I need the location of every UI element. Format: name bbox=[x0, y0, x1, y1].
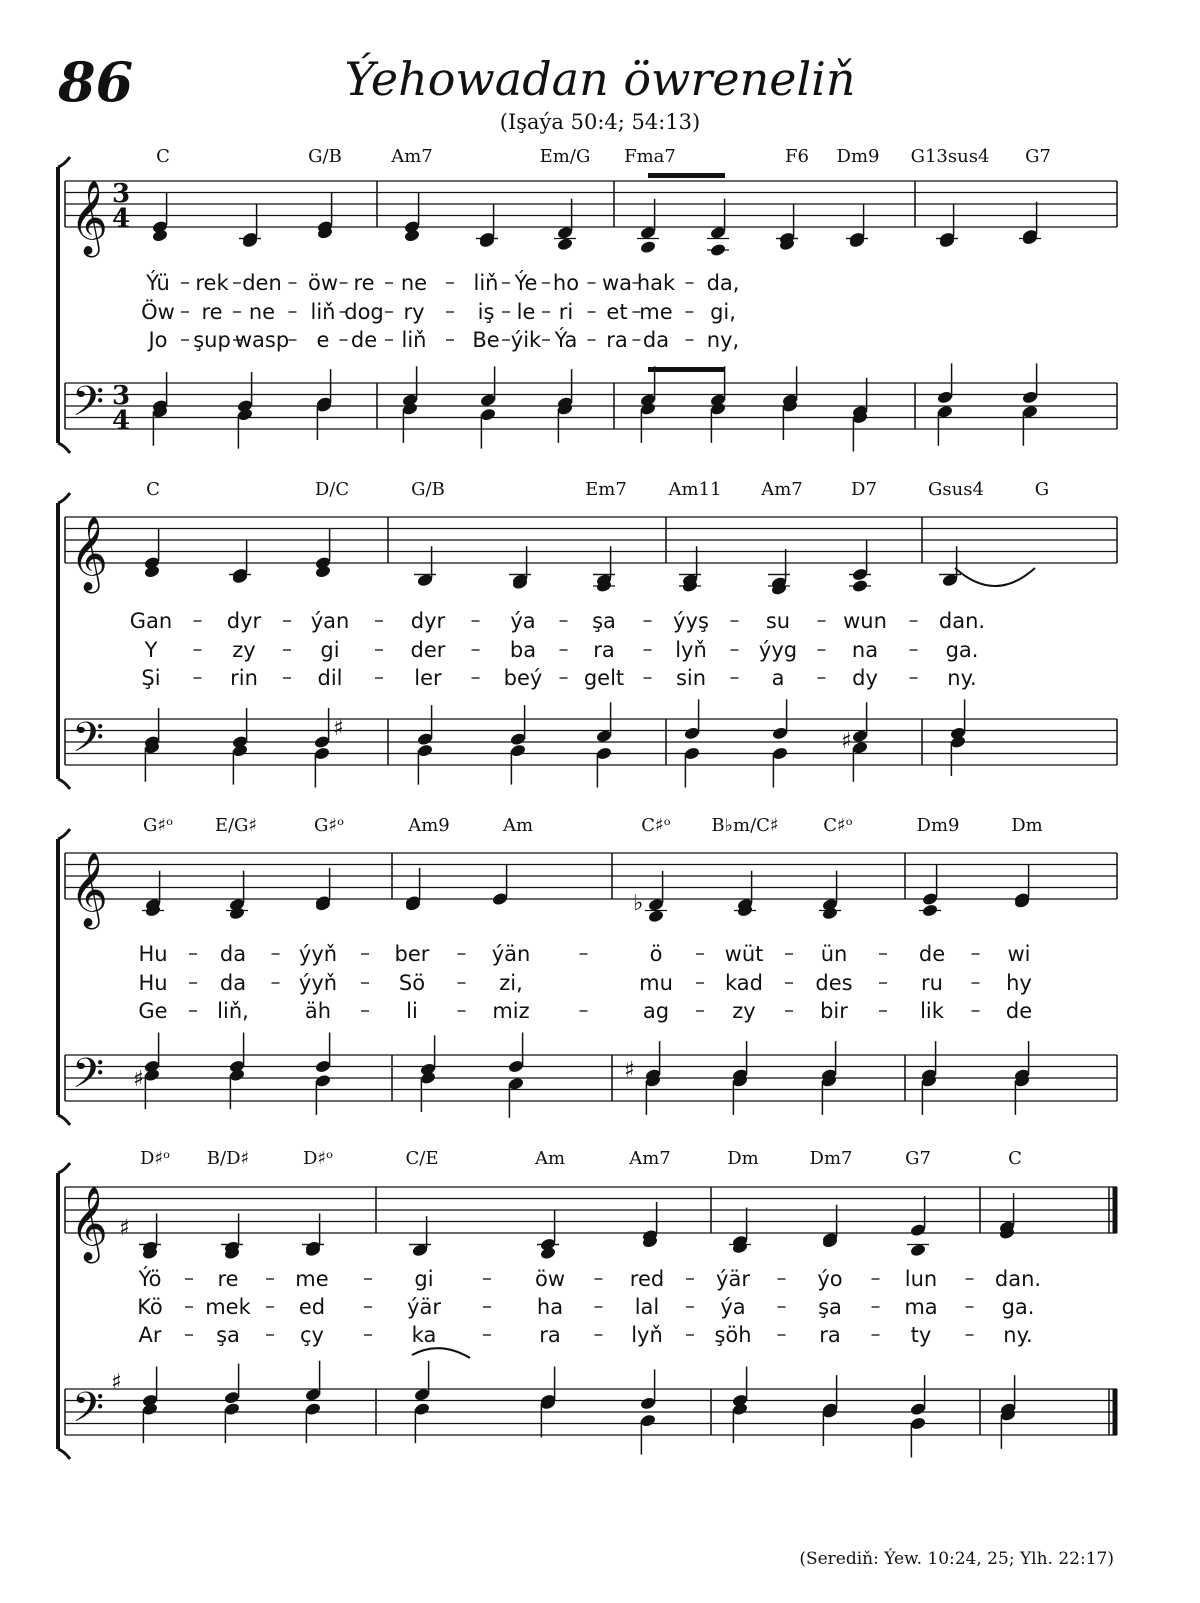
lyric-syllable: re bbox=[353, 271, 375, 295]
lyric-syllable: liň bbox=[310, 300, 336, 324]
treble-note bbox=[640, 240, 657, 254]
chord-symbol: C/E bbox=[405, 1148, 439, 1169]
lyric-syllable: ýyg bbox=[758, 638, 798, 662]
chord-symbol: Dm9 bbox=[836, 146, 880, 167]
lyric-syllable: Hu bbox=[138, 971, 168, 995]
lyric-syllable: ga. bbox=[1001, 1295, 1035, 1319]
lyric-syllable: ma bbox=[904, 1295, 938, 1319]
lyric-syllable: dan. bbox=[938, 609, 986, 633]
chord-symbol: Dm7 bbox=[809, 1148, 853, 1169]
sharp-accidental: ♯ bbox=[333, 716, 344, 741]
lyric-syllable: ýo bbox=[817, 1267, 843, 1291]
lyric-syllable: ra bbox=[539, 1323, 561, 1347]
lyric-syllable: Kö bbox=[137, 1295, 163, 1319]
chord-symbol: Am7 bbox=[761, 479, 803, 500]
sharp-accidental: ♯ bbox=[624, 1058, 635, 1083]
chord-symbol: D/C bbox=[314, 479, 350, 500]
chord-symbol: B/D♯ bbox=[206, 1148, 250, 1169]
lyric-syllable: red bbox=[629, 1267, 665, 1291]
lyric-syllable: Ge bbox=[138, 999, 168, 1023]
lyric-syllable: me bbox=[295, 1267, 329, 1291]
bracket-top-hook bbox=[58, 829, 70, 839]
note-beam bbox=[648, 367, 725, 372]
lyric-syllable: Sö bbox=[398, 971, 426, 995]
bracket-bottom-hook bbox=[58, 779, 70, 789]
lyric-syllable: na bbox=[851, 638, 879, 662]
lyric-syllable: iş bbox=[477, 300, 495, 324]
chord-symbol: C bbox=[1008, 1148, 1022, 1169]
lyric-syllable: Be bbox=[472, 328, 500, 352]
lyric-syllable: ýyş bbox=[673, 609, 709, 633]
lyric-syllable: ber bbox=[394, 942, 430, 966]
lyric-syllable: dyr bbox=[410, 609, 446, 633]
lyric-syllable: et bbox=[606, 300, 628, 324]
bass-clef: 𝄢 bbox=[72, 1049, 105, 1108]
lyric-syllable: ýär bbox=[407, 1295, 441, 1319]
lyric-syllable: Gan bbox=[129, 609, 173, 633]
lyric-syllable: ýyň bbox=[298, 942, 338, 966]
lyric-syllable: Öw bbox=[141, 300, 175, 324]
lyric-syllable: a bbox=[771, 666, 785, 690]
lyric-syllable: liň bbox=[473, 271, 499, 295]
lyric-syllable: re bbox=[201, 300, 223, 324]
chord-symbol: Am bbox=[534, 1148, 566, 1169]
lyric-syllable: ka bbox=[411, 1323, 437, 1347]
lyric-syllable: dog bbox=[344, 300, 384, 324]
lyric-syllable: hak bbox=[636, 271, 676, 295]
lyric-syllable: ag bbox=[642, 999, 670, 1023]
lyric-syllable: ha bbox=[536, 1295, 564, 1319]
chord-symbol: D♯ᵒ bbox=[302, 1148, 334, 1169]
chord-symbol: Dm bbox=[1011, 815, 1043, 836]
lyric-syllable: lun bbox=[904, 1267, 938, 1291]
flat-accidental: ♭ bbox=[633, 891, 644, 916]
lyric-syllable: Şi bbox=[141, 666, 161, 690]
chord-symbol: Am11 bbox=[668, 479, 722, 500]
lyric-syllable: hy bbox=[1006, 971, 1032, 995]
chord-symbol: Em7 bbox=[585, 479, 627, 500]
lyric-syllable: Ýü bbox=[146, 271, 170, 295]
lyric-syllable: ýän bbox=[491, 942, 531, 966]
lyric-syllable: da bbox=[219, 971, 247, 995]
lyric-syllable: ho bbox=[552, 271, 580, 295]
treble-note bbox=[910, 1243, 927, 1257]
chord-symbol: Em/G bbox=[539, 146, 591, 167]
lyric-syllable: wüt bbox=[724, 942, 764, 966]
lyric-syllable: ny, bbox=[706, 328, 740, 352]
note-slur bbox=[412, 1348, 470, 1358]
chord-symbol: G♯ᵒ bbox=[142, 815, 174, 836]
lyric-syllable: rek bbox=[195, 271, 229, 295]
lyric-syllable: dan. bbox=[994, 1267, 1042, 1291]
lyric-syllable: des bbox=[815, 971, 853, 995]
lyric-syllable: wa bbox=[601, 271, 633, 295]
hymn-title: Ýehowadan öwreneliň bbox=[344, 52, 856, 106]
lyric-syllable: lyň bbox=[675, 638, 707, 662]
lyric-syllable: liň, bbox=[217, 999, 249, 1023]
time-signature-bottom: 4 bbox=[112, 204, 131, 234]
chord-symbol: G7 bbox=[1025, 146, 1051, 167]
lyric-syllable: ýyň bbox=[298, 971, 338, 995]
lyric-syllable: gelt bbox=[583, 666, 625, 690]
lyric-syllable: gi bbox=[320, 638, 340, 662]
lyric-syllable: Ar bbox=[138, 1323, 162, 1347]
chord-symbol: Am7 bbox=[391, 146, 433, 167]
lyric-syllable: ýik bbox=[510, 328, 542, 352]
chord-symbol: C bbox=[156, 146, 170, 167]
scripture-reference: (Işaýa 50:4; 54:13) bbox=[499, 110, 701, 134]
chord-symbol: B♭m/C♯ bbox=[711, 815, 779, 836]
lyric-syllable: ün bbox=[820, 942, 848, 966]
bracket-bottom-hook bbox=[58, 1449, 70, 1459]
lyric-syllable: Hu bbox=[138, 942, 168, 966]
lyric-syllable: şa bbox=[818, 1295, 842, 1319]
bracket-bottom-hook bbox=[58, 1115, 70, 1125]
chord-symbol: Am7 bbox=[629, 1148, 671, 1169]
lyric-syllable: lyň bbox=[631, 1323, 663, 1347]
lyric-syllable: ri bbox=[558, 300, 574, 324]
chord-symbol: D♯ᵒ bbox=[139, 1148, 171, 1169]
lyric-syllable: sin bbox=[675, 666, 707, 690]
lyric-syllable: miz bbox=[492, 999, 530, 1023]
bracket-bottom-hook bbox=[58, 443, 70, 453]
lyric-syllable: wi bbox=[1007, 942, 1031, 966]
lyric-syllable: ra bbox=[606, 328, 628, 352]
lyric-syllable: wun bbox=[843, 609, 887, 633]
chord-symbol: C♯ᵒ bbox=[823, 815, 853, 836]
bass-clef: 𝄢 bbox=[72, 377, 105, 436]
lyric-syllable: öw bbox=[307, 271, 339, 295]
lyric-syllable: şa bbox=[216, 1323, 240, 1347]
bracket-top-hook bbox=[58, 157, 70, 167]
chord-symbol: Am9 bbox=[408, 815, 450, 836]
lyric-syllable: de bbox=[918, 942, 946, 966]
lyric-syllable: ru bbox=[921, 971, 943, 995]
lyric-syllable: äh bbox=[304, 999, 332, 1023]
lyric-syllable: dil bbox=[317, 666, 343, 690]
lyric-syllable: den bbox=[242, 271, 282, 295]
lyric-syllable: liň bbox=[401, 328, 427, 352]
chord-symbol: G/B bbox=[308, 146, 342, 167]
bass-clef: 𝄢 bbox=[72, 713, 105, 772]
lyric-syllable: le bbox=[516, 300, 536, 324]
lyric-syllable: Ýa bbox=[554, 328, 578, 352]
lyric-syllable: ny. bbox=[1003, 1323, 1033, 1347]
chord-symbol: G/B bbox=[411, 479, 445, 500]
lyric-syllable: Ýe bbox=[514, 271, 538, 295]
note-beam bbox=[648, 173, 725, 178]
lyric-syllable: bir bbox=[820, 999, 848, 1023]
lyric-syllable: ra bbox=[593, 638, 615, 662]
note-tie bbox=[955, 568, 1035, 586]
chord-symbol: F6 bbox=[785, 146, 809, 167]
treble-note bbox=[648, 909, 665, 923]
lyric-syllable: me bbox=[639, 300, 673, 324]
lyric-syllable: şa bbox=[592, 609, 616, 633]
lyric-syllable: zy bbox=[732, 999, 756, 1023]
lyric-syllable: re bbox=[217, 1267, 239, 1291]
lyric-syllable: ýa bbox=[720, 1295, 746, 1319]
treble-note bbox=[557, 237, 574, 251]
chord-symbol: G bbox=[1034, 479, 1050, 500]
lyric-syllable: ne bbox=[248, 300, 276, 324]
lyric-syllable: Ýö bbox=[138, 1267, 162, 1291]
lyric-syllable: ga. bbox=[945, 638, 979, 662]
lyric-syllable: wasp bbox=[234, 328, 290, 352]
chord-symbol: Am bbox=[502, 815, 534, 836]
lyric-syllable: ny. bbox=[947, 666, 977, 690]
lyric-syllable: ty bbox=[910, 1323, 932, 1347]
lyric-syllable: ed bbox=[298, 1295, 326, 1319]
chord-symbol: G13sus4 bbox=[910, 146, 990, 167]
lyric-syllable: ýär bbox=[716, 1267, 750, 1291]
lyric-syllable: kad bbox=[725, 971, 763, 995]
lyric-syllable: mek bbox=[205, 1295, 251, 1319]
treble-clef: 𝄞 bbox=[70, 853, 108, 927]
lyric-syllable: şup bbox=[193, 328, 231, 352]
lyric-syllable: e bbox=[316, 328, 330, 352]
chord-symbol: Dm9 bbox=[916, 815, 960, 836]
time-signature-top: 3 bbox=[112, 179, 131, 209]
time-signature-bottom: 4 bbox=[112, 406, 131, 436]
bass-clef: 𝄢 bbox=[72, 1383, 105, 1442]
lyric-syllable: lik bbox=[920, 999, 944, 1023]
sharp-accidental: ♯ bbox=[133, 1067, 144, 1092]
chord-symbol: Fma7 bbox=[624, 146, 676, 167]
lyric-syllable: dyr bbox=[226, 609, 262, 633]
sharp-accidental: ♯ bbox=[119, 1216, 130, 1241]
lyric-syllable: mu bbox=[639, 971, 673, 995]
lyric-syllable: beý bbox=[503, 666, 543, 690]
footer-reference: (Serediň: Ýew. 10:24, 25; Ylh. 22:17) bbox=[799, 1549, 1114, 1569]
lyric-syllable: ne bbox=[400, 271, 428, 295]
treble-clef: 𝄞 bbox=[70, 1187, 108, 1261]
lyric-syllable: zi, bbox=[499, 971, 523, 995]
lyric-syllable: Y bbox=[144, 638, 158, 662]
time-signature-top: 3 bbox=[112, 381, 131, 411]
sharp-accidental: ♯ bbox=[841, 729, 852, 754]
lyric-syllable: ler bbox=[414, 666, 442, 690]
lyric-syllable: zy bbox=[232, 638, 256, 662]
chord-symbol: C♯ᵒ bbox=[641, 815, 671, 836]
lyric-syllable: li bbox=[406, 999, 418, 1023]
lyric-syllable: ýa bbox=[510, 609, 536, 633]
chord-symbol: Dm bbox=[727, 1148, 759, 1169]
bracket-top-hook bbox=[58, 1163, 70, 1173]
chord-symbol: G7 bbox=[905, 1148, 931, 1169]
lyric-syllable: Jo bbox=[148, 328, 168, 352]
chord-symbol: C bbox=[146, 479, 160, 500]
lyric-syllable: rin bbox=[230, 666, 258, 690]
lyric-syllable: gi bbox=[414, 1267, 434, 1291]
lyric-syllable: ýan bbox=[310, 609, 350, 633]
lyric-syllable: de bbox=[1005, 999, 1033, 1023]
chord-symbol: G♯ᵒ bbox=[313, 815, 345, 836]
lyric-syllable: ry bbox=[403, 300, 425, 324]
lyric-syllable: çy bbox=[300, 1323, 324, 1347]
chord-symbol: Gsus4 bbox=[928, 479, 984, 500]
chord-symbol: D7 bbox=[851, 479, 877, 500]
hymn-number: 86 bbox=[58, 50, 134, 114]
lyric-syllable: da bbox=[642, 328, 670, 352]
sharp-accidental: ♯ bbox=[111, 1370, 122, 1395]
lyric-syllable: ba bbox=[509, 638, 537, 662]
lyric-syllable: dy bbox=[852, 666, 878, 690]
lyric-syllable: de bbox=[350, 328, 378, 352]
lyric-syllable: ra bbox=[819, 1323, 841, 1347]
lyric-syllable: ö bbox=[649, 942, 663, 966]
bracket-top-hook bbox=[58, 493, 70, 503]
lyric-syllable: şöh bbox=[714, 1323, 752, 1347]
lyric-syllable: lal bbox=[634, 1295, 660, 1319]
treble-clef: 𝄞 bbox=[70, 181, 108, 255]
lyric-syllable: da, bbox=[706, 271, 740, 295]
chord-symbol: E/G♯ bbox=[214, 815, 258, 836]
lyric-syllable: su bbox=[765, 609, 791, 633]
lyric-syllable: da bbox=[219, 942, 247, 966]
lyric-syllable: gi, bbox=[710, 300, 736, 324]
treble-clef: 𝄞 bbox=[70, 517, 108, 591]
lyric-syllable: der bbox=[410, 638, 446, 662]
lyric-syllable: öw bbox=[534, 1267, 566, 1291]
